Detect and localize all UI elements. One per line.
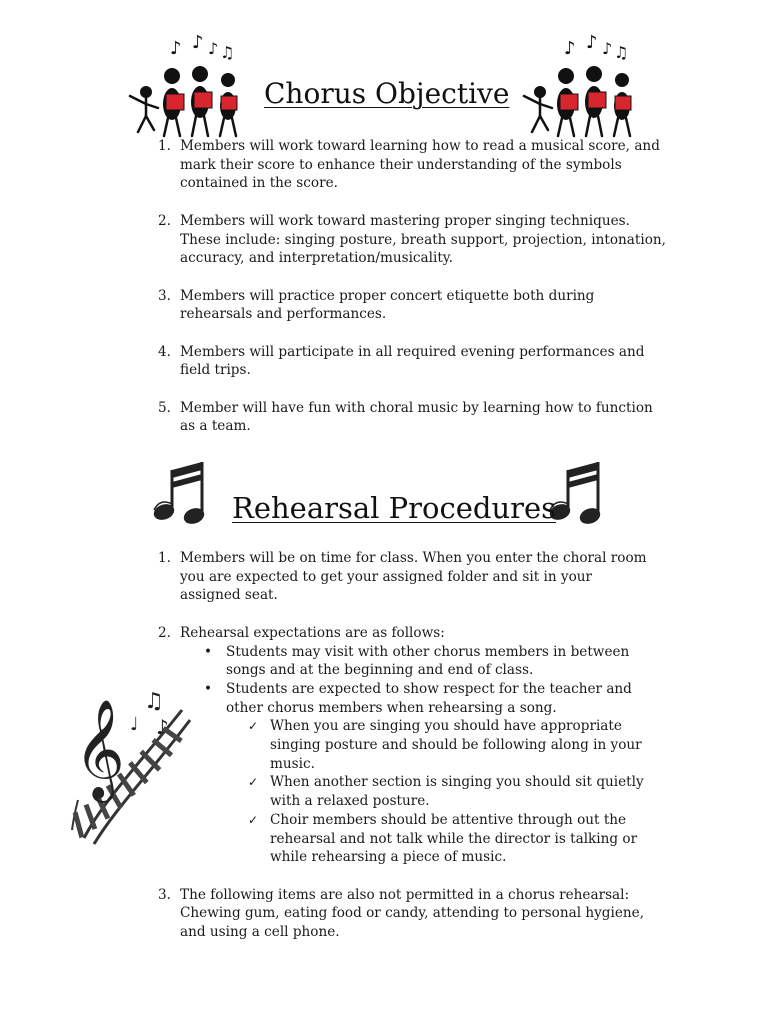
list-text: Members will work toward learning how to read a musical score, and mark their score to enhance their understanding of the symbols contained in the score. — [180, 138, 660, 192]
check-list — [226, 717, 650, 867]
list-item — [158, 343, 670, 380]
list-number: 4. — [158, 343, 171, 360]
objective-list — [158, 137, 670, 455]
svg-text:♪: ♪ — [586, 34, 598, 53]
list-text: Members will be on time for class. When you enter the choral room you are expected to get your assigned folder and sit in your assigned seat. — [180, 550, 647, 604]
svg-text:♪: ♪ — [564, 38, 576, 59]
svg-text:♪: ♪ — [208, 39, 219, 58]
bullet-item — [226, 680, 650, 867]
svg-text:♫: ♫ — [614, 43, 629, 62]
check-text: When another section is singing you should sit quietly with a relaxed posture. — [270, 774, 644, 810]
section-title-rehearsal-procedures: Rehearsal Procedures — [232, 491, 557, 526]
list-item — [158, 399, 670, 436]
list-item — [158, 549, 650, 605]
choir-singers-icon — [120, 34, 250, 140]
checkmark-icon: ✓ — [248, 775, 259, 790]
list-text: Members will work toward mastering proper singing techniques. These include: singing posture, breath support, projection, intonation, accuracy, and interpretation/musicality. — [180, 212, 666, 267]
list-number: 1. — [158, 550, 171, 566]
list-item — [158, 287, 670, 324]
list-number: 3. — [158, 287, 171, 304]
list-item — [158, 212, 670, 268]
svg-text:♫: ♫ — [144, 689, 164, 714]
list-number: 2. — [158, 624, 171, 641]
section-title-chorus-objective: Chorus Objective — [264, 76, 510, 110]
checkmark-icon: ✓ — [248, 812, 259, 827]
list-item — [158, 886, 650, 942]
check-text: Choir members should be attentive through out the rehearsal and not talk while the director is talking or while rehearsing a piece of music. — [270, 811, 638, 866]
list-text: Members will practice proper concert etiquette both during rehearsals and performances. — [180, 287, 595, 323]
bullet-list — [180, 643, 650, 867]
list-text: Rehearsal expectations are as follows: — [180, 624, 445, 641]
list-text: The following items are also not permitted in a chorus rehearsal: Chewing gum, eating food or candy, attending to personal hygiene, and using a cell phone. — [180, 886, 645, 941]
svg-text:♩: ♩ — [130, 714, 139, 735]
music-note-icon — [150, 458, 212, 528]
list-number: 5. — [158, 399, 171, 416]
checkmark-icon: ✓ — [248, 719, 259, 734]
choir-singers-icon — [514, 34, 644, 140]
check-item — [248, 773, 650, 810]
bullet-text: Students may visit with other chorus members in between songs and at the beginning and end of class. — [226, 643, 630, 679]
treble-clef-keyboard-icon — [64, 680, 194, 850]
list-number: 2. — [158, 212, 171, 229]
bullet-text: Students are expected to show respect for the teacher and other chorus members when rehearsing a song. — [226, 680, 632, 716]
list-item — [158, 137, 670, 193]
check-item — [248, 811, 650, 867]
list-number: 1. — [158, 138, 171, 154]
svg-text:♪: ♪ — [170, 38, 182, 59]
svg-text:♫: ♫ — [220, 43, 235, 62]
list-item — [158, 624, 650, 867]
list-text: Member will have fun with choral music by learning how to function as a team. — [180, 399, 653, 435]
bullet-item — [226, 643, 650, 680]
list-number: 3. — [158, 886, 171, 903]
svg-text:♪: ♪ — [602, 39, 613, 58]
procedures-list — [158, 549, 650, 960]
list-text: Members will participate in all required evening performances and field trips. — [180, 343, 645, 379]
check-text: When you are singing you should have appropriate singing posture and should be following along in your music. — [270, 718, 642, 772]
svg-text:♪: ♪ — [156, 715, 169, 739]
check-item — [248, 717, 650, 773]
svg-text:♪: ♪ — [192, 34, 204, 53]
svg-text:𝄞: 𝄞 — [74, 699, 125, 799]
